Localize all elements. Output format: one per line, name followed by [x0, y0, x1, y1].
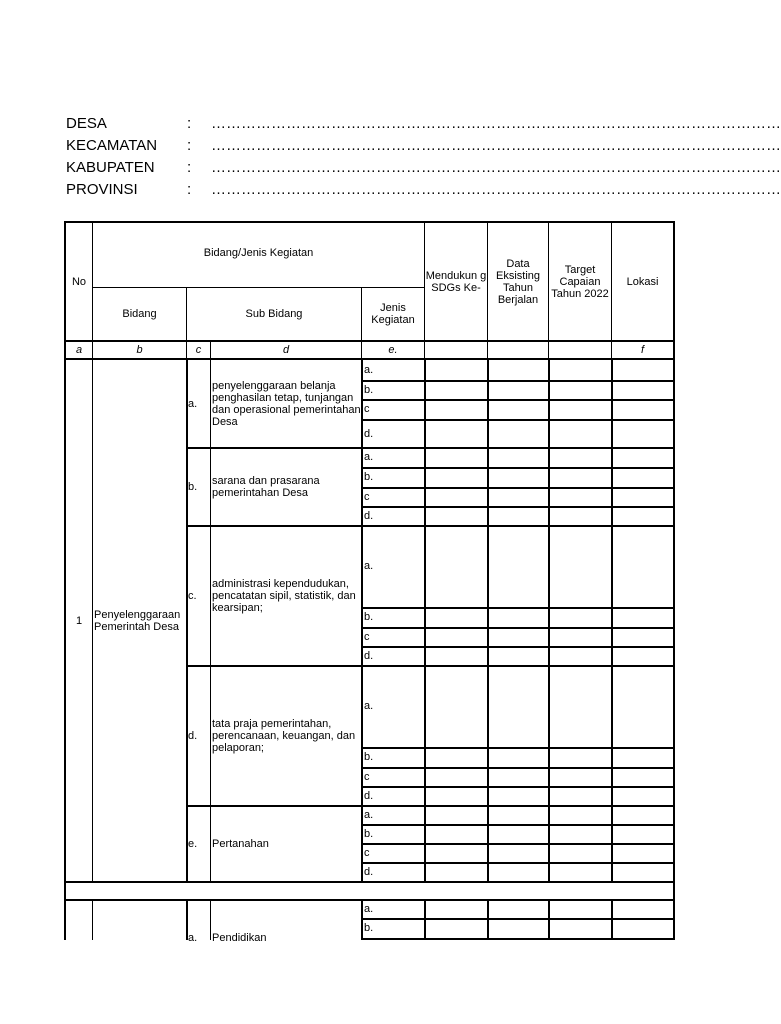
- col-header-target: Target Capaian Tahun 2022: [551, 263, 609, 300]
- jenis-item: c: [364, 771, 370, 783]
- sub-bidang-code: d.: [188, 730, 198, 742]
- jenis-item: b.: [364, 751, 374, 763]
- sub-bidang-name: Pertanahan: [212, 838, 269, 850]
- provinsi-dots: ……………………………………………………………………………………………………: [211, 181, 781, 198]
- sub-bidang-code: a.: [188, 932, 198, 944]
- col-letter-c: c: [195, 344, 202, 356]
- col-letter-b: b: [136, 344, 143, 356]
- sub-bidang-name: penyelenggaraan belanja penghasilan tetap, tunjangan dan operasional pemerintahan Desa: [212, 379, 361, 428]
- desa-dots: ……………………………………………………………………………………………………: [211, 115, 781, 132]
- kabupaten-colon: :: [187, 159, 192, 176]
- grid-line: [361, 786, 675, 788]
- grid-line: [92, 899, 93, 940]
- jenis-item: a.: [364, 700, 374, 712]
- sub-bidang-code: b.: [188, 481, 198, 493]
- kecamatan-label: KECAMATAN: [66, 137, 158, 154]
- grid-line: [361, 747, 675, 749]
- jenis-item: b.: [364, 384, 374, 396]
- jenis-item: a.: [364, 809, 374, 821]
- sub-bidang-code: e.: [188, 838, 198, 850]
- grid-line: [673, 221, 675, 360]
- jenis-item: c: [364, 847, 370, 859]
- sub-bidang-name: Pendidikan: [212, 932, 267, 944]
- grid-line: [361, 843, 675, 845]
- grid-line: [361, 487, 675, 489]
- grid-line: [361, 358, 363, 882]
- jenis-item: c: [364, 403, 370, 415]
- col-header-mendukung: Mendukun g SDGs Ke-: [425, 269, 487, 294]
- desa-label: DESA: [66, 115, 107, 132]
- jenis-item: b.: [364, 611, 374, 623]
- grid-line: [361, 607, 675, 609]
- grid-line: [361, 467, 675, 469]
- jenis-item: b.: [364, 471, 374, 483]
- sub-bidang-name: administrasi kependudukan, pencatatan sipil, statistik, dan kearsipan;: [212, 578, 356, 614]
- grid-line: [361, 627, 675, 629]
- jenis-item: c: [364, 631, 370, 643]
- grid-line: [64, 881, 675, 883]
- kecamatan-colon: :: [187, 137, 192, 154]
- grid-line: [548, 358, 550, 882]
- grid-line: [361, 767, 675, 769]
- jenis-item: a.: [364, 903, 374, 915]
- jenis-item: a.: [364, 364, 374, 376]
- col-letter-e: e.: [388, 344, 398, 356]
- col-header-bidang: Bidang: [122, 308, 157, 320]
- jenis-item: a.: [364, 560, 374, 572]
- jenis-item: b.: [364, 828, 374, 840]
- grid-line: [92, 358, 93, 882]
- jenis-item: c: [364, 491, 370, 503]
- grid-line: [361, 399, 675, 401]
- grid-line: [210, 358, 211, 882]
- grid-line: [361, 938, 675, 940]
- col-letter-d: d: [282, 344, 290, 356]
- sub-bidang-name: sarana dan prasarana pemerintahan Desa: [212, 475, 320, 499]
- jenis-item: d.: [364, 510, 374, 522]
- col-header-data-eksisting: Data Eksisting Tahun Berjalan: [495, 257, 541, 306]
- row-no: 1: [75, 614, 83, 627]
- grid-line: [673, 881, 675, 901]
- jenis-item: d.: [364, 866, 374, 878]
- jenis-item: d.: [364, 650, 374, 662]
- col-header-bidang-jenis: Bidang/Jenis Kegiatan: [203, 247, 314, 259]
- jenis-item: d.: [364, 428, 374, 440]
- grid-line: [64, 881, 66, 901]
- grid-line: [424, 358, 426, 882]
- grid-line: [64, 899, 675, 901]
- grid-line: [361, 380, 675, 382]
- kecamatan-dots: ……………………………………………………………………………………………………: [211, 137, 781, 154]
- grid-line: [361, 824, 675, 826]
- kabupaten-dots: ……………………………………………………………………………………………………: [211, 159, 781, 176]
- col-header-jenis-kegiatan: Jenis Kegiatan: [371, 302, 415, 326]
- jenis-item: a.: [364, 451, 374, 463]
- jenis-item: d.: [364, 790, 374, 802]
- grid-line: [361, 506, 675, 508]
- col-header-no: No: [71, 275, 87, 288]
- col-header-sub-bidang: Sub Bidang: [245, 308, 303, 320]
- bidang-name: Penyelenggaraan Pemerintah Desa: [94, 608, 181, 633]
- col-letter-f: f: [640, 344, 645, 356]
- sub-bidang-code: c.: [188, 590, 197, 602]
- jenis-item: b.: [364, 922, 374, 934]
- grid-line: [361, 646, 675, 648]
- sub-bidang-name: tata praja pemerintahan, perencanaan, keuangan, dan pelaporan;: [212, 718, 356, 754]
- col-header-lokasi: Lokasi: [626, 275, 659, 288]
- grid-line: [361, 419, 675, 421]
- provinsi-colon: :: [187, 181, 192, 198]
- grid-line: [673, 358, 675, 882]
- provinsi-label: PROVINSI: [66, 181, 138, 198]
- grid-line: [361, 918, 675, 920]
- kabupaten-label: KABUPATEN: [66, 159, 155, 176]
- grid-line: [487, 358, 489, 882]
- sub-bidang-code: a.: [188, 397, 198, 410]
- grid-line: [361, 862, 675, 864]
- grid-line: [611, 358, 613, 882]
- col-letter-a: a: [75, 344, 83, 356]
- desa-colon: :: [187, 115, 192, 132]
- grid-line: [210, 899, 211, 940]
- grid-line: [64, 899, 66, 940]
